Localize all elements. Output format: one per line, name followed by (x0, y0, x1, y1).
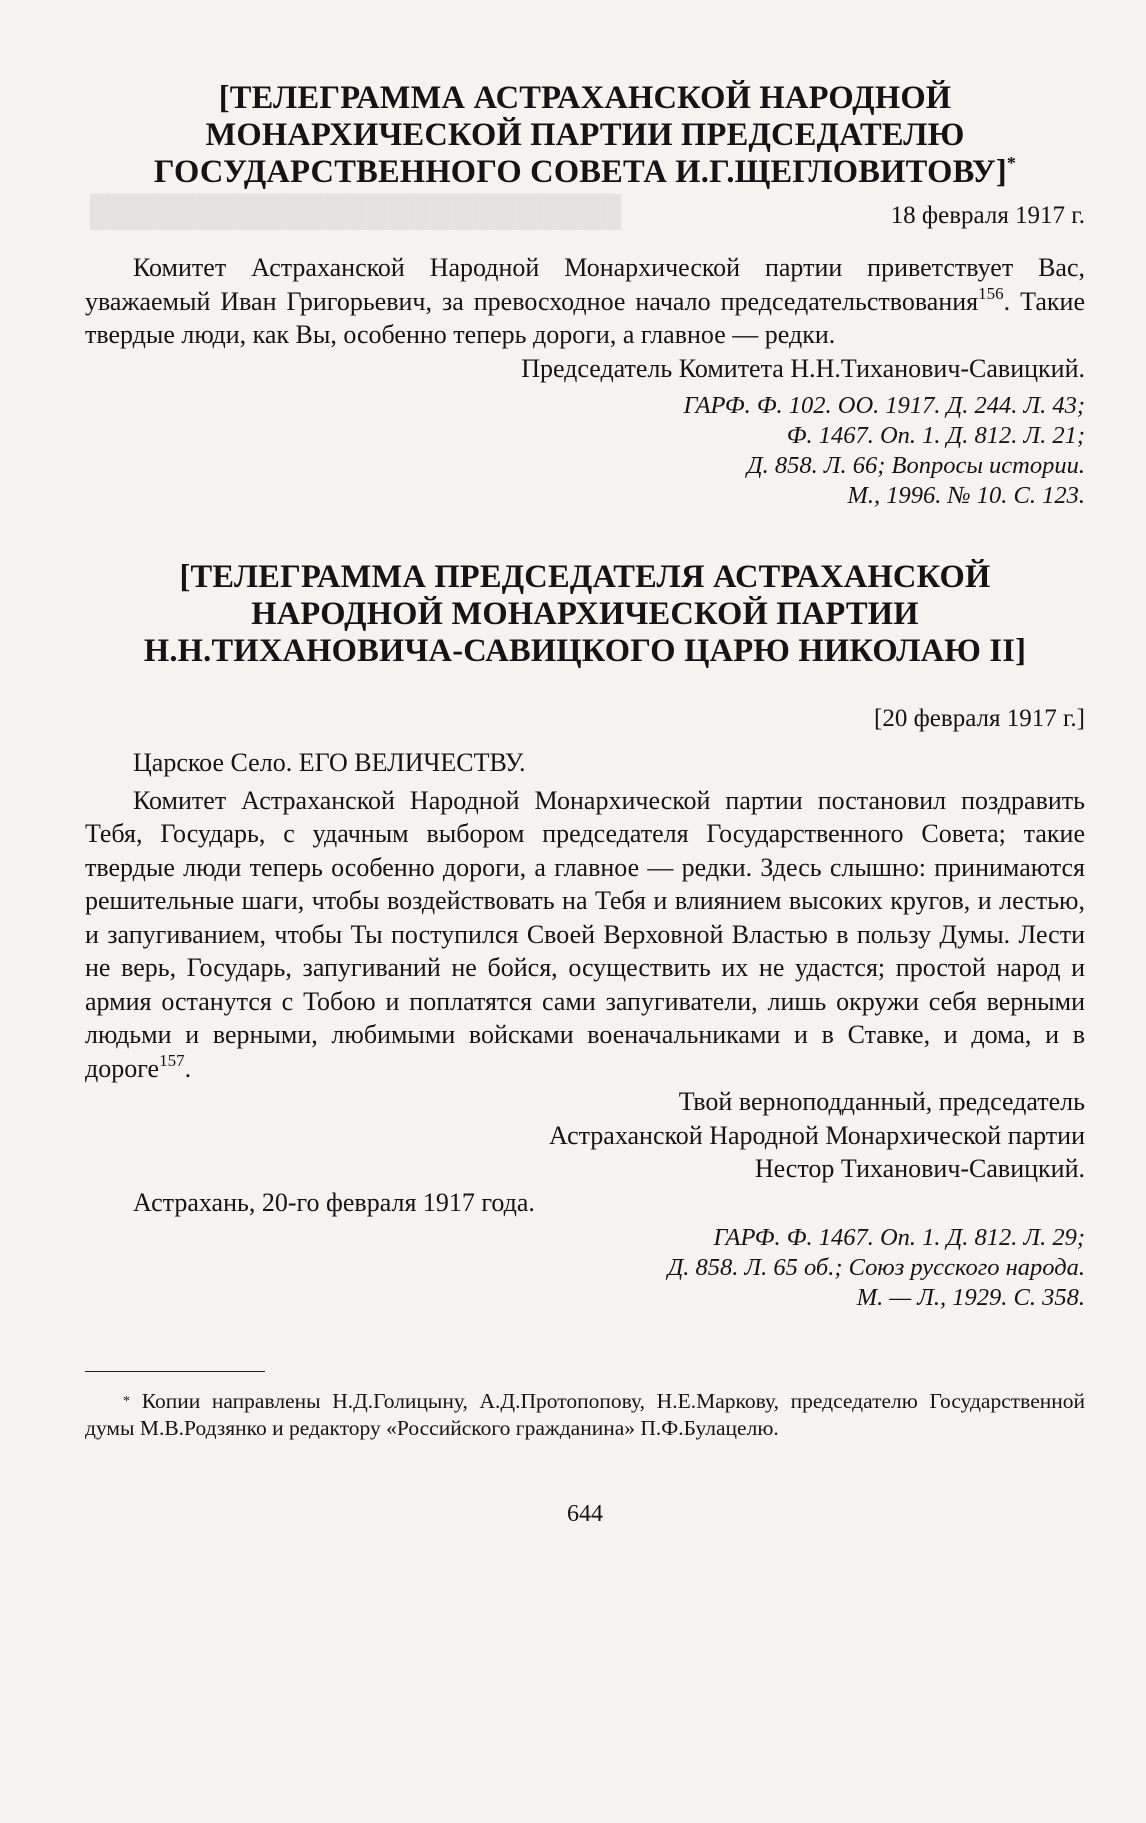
doc2-heading (85, 559, 1085, 670)
doc2-source-line: М. — Л., 1929. С. 358. (856, 1284, 1085, 1311)
footnote (85, 1388, 1085, 1442)
doc1-body (85, 251, 1085, 352)
doc1-heading-line: [ТЕЛЕГРАММА АСТРАХАНСКОЙ НАРОДНОЙ (218, 80, 952, 116)
doc1-heading (85, 80, 1085, 191)
doc2-signature-line: Твой верноподданный, председатель (678, 1087, 1085, 1116)
doc1-heading-footnote-mark: * (1006, 153, 1017, 173)
document-1 (85, 80, 1085, 511)
doc1-date: 18 февраля 1917 г. (890, 202, 1085, 229)
footnote-area (85, 1371, 1085, 1442)
doc2-source-line: Д. 858. Л. 65 об.; Союз русского народа. (667, 1254, 1085, 1281)
doc1-body-text-end: . Такие твердые люди, как Вы, особенно теперь дороги, а главное — редки. (85, 286, 1085, 349)
footnote-text: Копии направлены Н.Д.Голицыну, А.Д.Протопопову, Н.Е.Маркову, председателю Государственной думы М.В.Родзянко и редактору «Российского гражданина» П.Ф.Булацелю. (85, 1389, 1085, 1440)
doc2-signature-line: Нестор Тиханович-Савицкий. (754, 1154, 1085, 1183)
page-content (85, 80, 1085, 1528)
doc1-body-text: Комитет Астраханской Народной Монархической партии приветствует Вас, уважаемый Иван Григорьевич, за превосходное начало председательствования (85, 253, 1085, 316)
doc1-source-line: Д. 858. Л. 66; Вопросы истории. (747, 452, 1085, 479)
doc1-signature: Председатель Комитета Н.Н.Тиханович-Савицкий. (521, 353, 1085, 383)
doc2-body-text: Комитет Астраханской Народной Монархической партии постановил поздравить Тебя, Государь, с удачным выбором председателя Государственного Совета; такие твердые люди теперь особенно дороги, а главное — редки. Здесь слышно: принимаются решительные шаги, чтобы воздействовать на Тебя и влиянием высоких кругов, и лестью, и запугиванием, чтобы Ты поступился Своей Верховной Властью в пользу Думы. Лести не верь, Государь, запугиваний не бойся, осуществить их не удастся; простой народ и армия останутся с Тобою и поплатятся сами запугиватели, лишь окружи себя верными людьми и верными, любимыми войсками военачальниками и в Ставке, и дома, и в дороге (85, 785, 1085, 1083)
doc2-signature (85, 1085, 1085, 1186)
doc1-note-ref: 156 (978, 283, 1004, 303)
doc2-body-text-end: . (184, 1053, 192, 1083)
doc2-source (85, 1223, 1085, 1313)
doc1-heading-line: МОНАРХИЧЕСКОЙ ПАРТИИ ПРЕДСЕДАТЕЛЮ (205, 117, 965, 153)
document-2 (85, 559, 1085, 1313)
doc1-source-line: ГАРФ. Ф. 102. ОО. 1917. Д. 244. Л. 43; (683, 392, 1085, 419)
doc1-source-line: Ф. 1467. Оп. 1. Д. 812. Л. 21; (786, 422, 1085, 449)
doc2-place-date: Астрахань, 20-го февраля 1917 года. (133, 1187, 535, 1217)
bleed-through-texture: █████████████████████████ (90, 195, 622, 228)
doc2-signature-line: Астраханской Народной Монархической партии (548, 1120, 1085, 1150)
doc1-heading-line-text: ГОСУДАРСТВЕННОГО СОВЕТА И.Г.ЩЕГЛОВИТОВУ] (153, 154, 1007, 190)
doc2-address: Царское Село. ЕГО ВЕЛИЧЕСТВУ. (133, 748, 526, 777)
doc1-source (85, 391, 1085, 511)
doc2-heading-line: Н.Н.ТИХАНОВИЧА-САВИЦКОГО ЦАРЮ НИКОЛАЮ II] (143, 633, 1027, 669)
footnote-rule (85, 1371, 265, 1372)
doc1-source-line: М., 1996. № 10. С. 123. (847, 482, 1085, 509)
doc2-date: [20 февраля 1917 г.] (874, 705, 1085, 732)
doc1-heading-line (85, 154, 1085, 191)
doc2-body (85, 784, 1085, 1086)
doc2-note-ref: 157 (159, 1050, 185, 1070)
footnote-mark: * (123, 1394, 130, 1409)
doc2-source-line: ГАРФ. Ф. 1467. Оп. 1. Д. 812. Л. 29; (713, 1224, 1085, 1251)
doc2-heading-line: [ТЕЛЕГРАММА ПРЕДСЕДАТЕЛЯ АСТРАХАНСКОЙ (179, 559, 991, 595)
doc2-heading-line: НАРОДНОЙ МОНАРХИЧЕСКОЙ ПАРТИИ (251, 596, 919, 632)
page-number: 644 (567, 1501, 603, 1527)
